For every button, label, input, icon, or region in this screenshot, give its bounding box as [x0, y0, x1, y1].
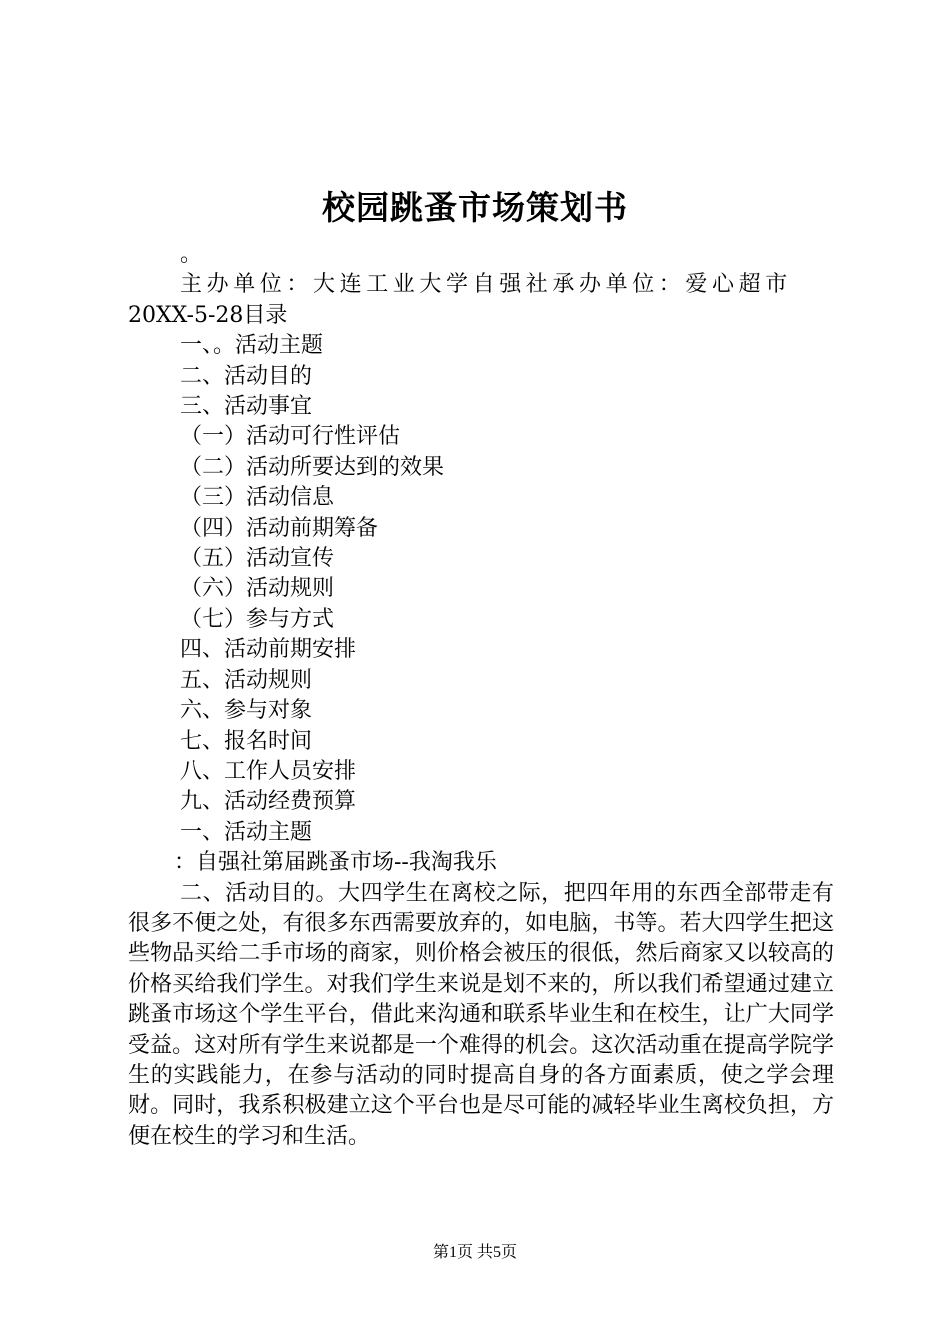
page-number-footer: 第1页 共5页 — [432, 1244, 517, 1261]
toc-item: 七、报名时间 — [180, 728, 313, 754]
toc-item: 四、活动前期安排 — [180, 637, 357, 663]
date-toc-line: 20XX-5-28目录 — [128, 302, 288, 328]
toc-subitem: （七）参与方式 — [180, 606, 335, 632]
document-body — [128, 240, 834, 1152]
toc-item: 九、活动经费预算 — [180, 789, 357, 815]
organizer-line: 主办单位：大连工业大学自强社承办单位：爱心超市 — [180, 272, 792, 298]
toc-subitem: （四）活动前期筹备 — [180, 515, 379, 541]
toc-item: 五、活动规则 — [180, 667, 313, 693]
section-paragraph: 二、活动目的。大四学生在离校之际，把四年用的东西全部带走有很多不便之处，有很多东西需要放弃的，如电脑，书等。若大四学生把这些物品买给二手市场的商家，则价格会被压的很低，然后商家又以较高的价格买给我们学生。对我们学生来说是划不来的，所以我们希望通过建立跳蚤市场这个学生平台，借此来沟通和联系毕业生和在校生，让广大同学受益。这对所有学生来说都是一个难得的机会。这次活动重在提高学院学生的实践能力，在参与活动的同时提高自身的各方面素质，使之学会理财。同时，我系积极建立这个平台也是尽可能的减轻毕业生离校负担，方便在校生的学习和生活。 — [128, 880, 834, 1149]
toc-item: 八、工作人员安排 — [180, 758, 357, 784]
toc-subitem: （一）活动可行性评估 — [180, 424, 401, 450]
toc-item: 六、参与对象 — [180, 698, 313, 724]
toc-subitem: （五）活动宣传 — [180, 546, 335, 572]
toc-item: 二、活动目的 — [180, 363, 313, 389]
toc-subitem: （六）活动规则 — [180, 576, 335, 602]
document-title: 校园跳蚤市场策划书 — [322, 188, 628, 227]
section-heading: 一、活动主题 — [180, 819, 313, 845]
leading-dot: 。 — [180, 242, 203, 267]
toc-item: 三、活动事宜 — [180, 394, 313, 420]
toc-subitem: （三）活动信息 — [180, 485, 335, 511]
toc-subitem: （二）活动所要达到的效果 — [180, 454, 445, 480]
section-text: ：自强社第届跳蚤市场--我淘我乐 — [174, 850, 497, 876]
toc-item: 一、。活动主题 — [180, 333, 324, 359]
